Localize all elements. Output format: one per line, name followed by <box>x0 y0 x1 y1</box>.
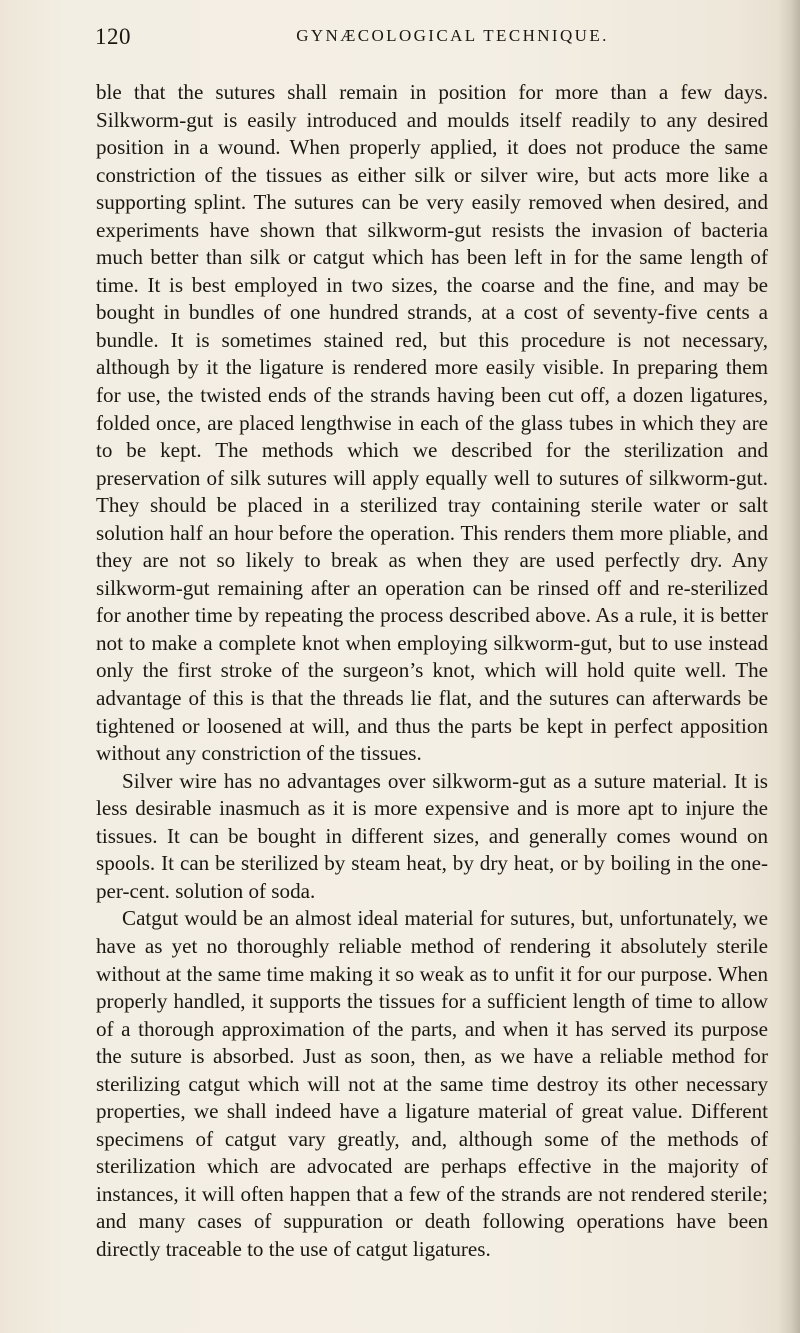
paragraph-catgut: Catgut would be an almost ideal material for sutures, but, unfortunately, we have as yet no thoroughly reliable method of rendering it absolutely sterile without at the same time making it so weak as to unfit it for our purpose. When properly handled, it supports the tissues for a sufficient length of time to allow of a thorough approximation of the parts, and when it has served its purpose the suture is absorbed. Just as soon, then, as we have a reliable method for sterilizing catgut which will not at the same time destroy its other necessary properties, we shall indeed have a ligature material of great value. Different specimens of catgut vary greatly, and, although some of the methods of sterilization which are advocated are perhaps effective in the majority of instances, it will often happen that a few of the strands are not rendered sterile; and many cases of suppuration or death following operations have been directly traceable to the use of catgut ligatures. <box>96 906 768 1261</box>
page-header <box>95 24 770 54</box>
paragraph-silkworm-gut: ble that the sutures shall remain in position for more than a few days. Silkworm-gut is easily introduced and moulds itself readily to any desired position in a wound. When properly applied, it does not produce the same constriction of the tissues as either silk or silver wire, but acts more like a supporting splint. The sutures can be very easily removed when desired, and experiments have shown that silkworm-gut resists the invasion of bacteria much better than silk or catgut which has been left in for the same length of time. It is best employed in two sizes, the coarse and the fine, and may be bought in bundles of one hundred strands, at a cost of seventy-five cents a bundle. It is sometimes stained red, but this procedure is not necessary, although by it the ligature is rendered more easily visible. In preparing them for use, the twisted ends of the strands having been cut off, a dozen ligatures, folded once, are placed lengthwise in each of the glass tubes in which they are to be kept. The methods which we described for the sterilization and preservation of silk sutures will apply equally well to sutures of silkworm-gut. They should be placed in a sterilized tray containing sterile water or salt solution half an hour before the operation. This renders them more pliable, and they are not so likely to break as when they are used perfectly dry. Any silkworm-gut remaining after an operation can be rinsed off and re-sterilized for another time by repeating the process described above. As a rule, it is better not to make a complete knot when employing silkworm-gut, but to use instead only the first stroke of the surgeon’s knot, which will hold quite well. The advantage of this is that the threads lie flat, and the sutures can afterwards be tightened or loosened at will, and thus the parts be kept in perfect apposition without any constriction of the tissues. <box>96 80 768 766</box>
body-text <box>96 79 768 1264</box>
paragraph-silver-wire: Silver wire has no advantages over silkworm-gut as a suture material. It is less desirable inasmuch as it is more expensive and is more apt to injure the tissues. It can be bought in different sizes, and generally comes wound on spools. It can be sterilized by steam heat, by dry heat, or by boiling in the one-per-cent. solution of soda. <box>96 768 768 903</box>
page-edge-shadow <box>778 0 800 1333</box>
running-head: GYNÆCOLOGICAL TECHNIQUE. <box>296 26 609 45</box>
page-number: 120 <box>95 24 131 49</box>
